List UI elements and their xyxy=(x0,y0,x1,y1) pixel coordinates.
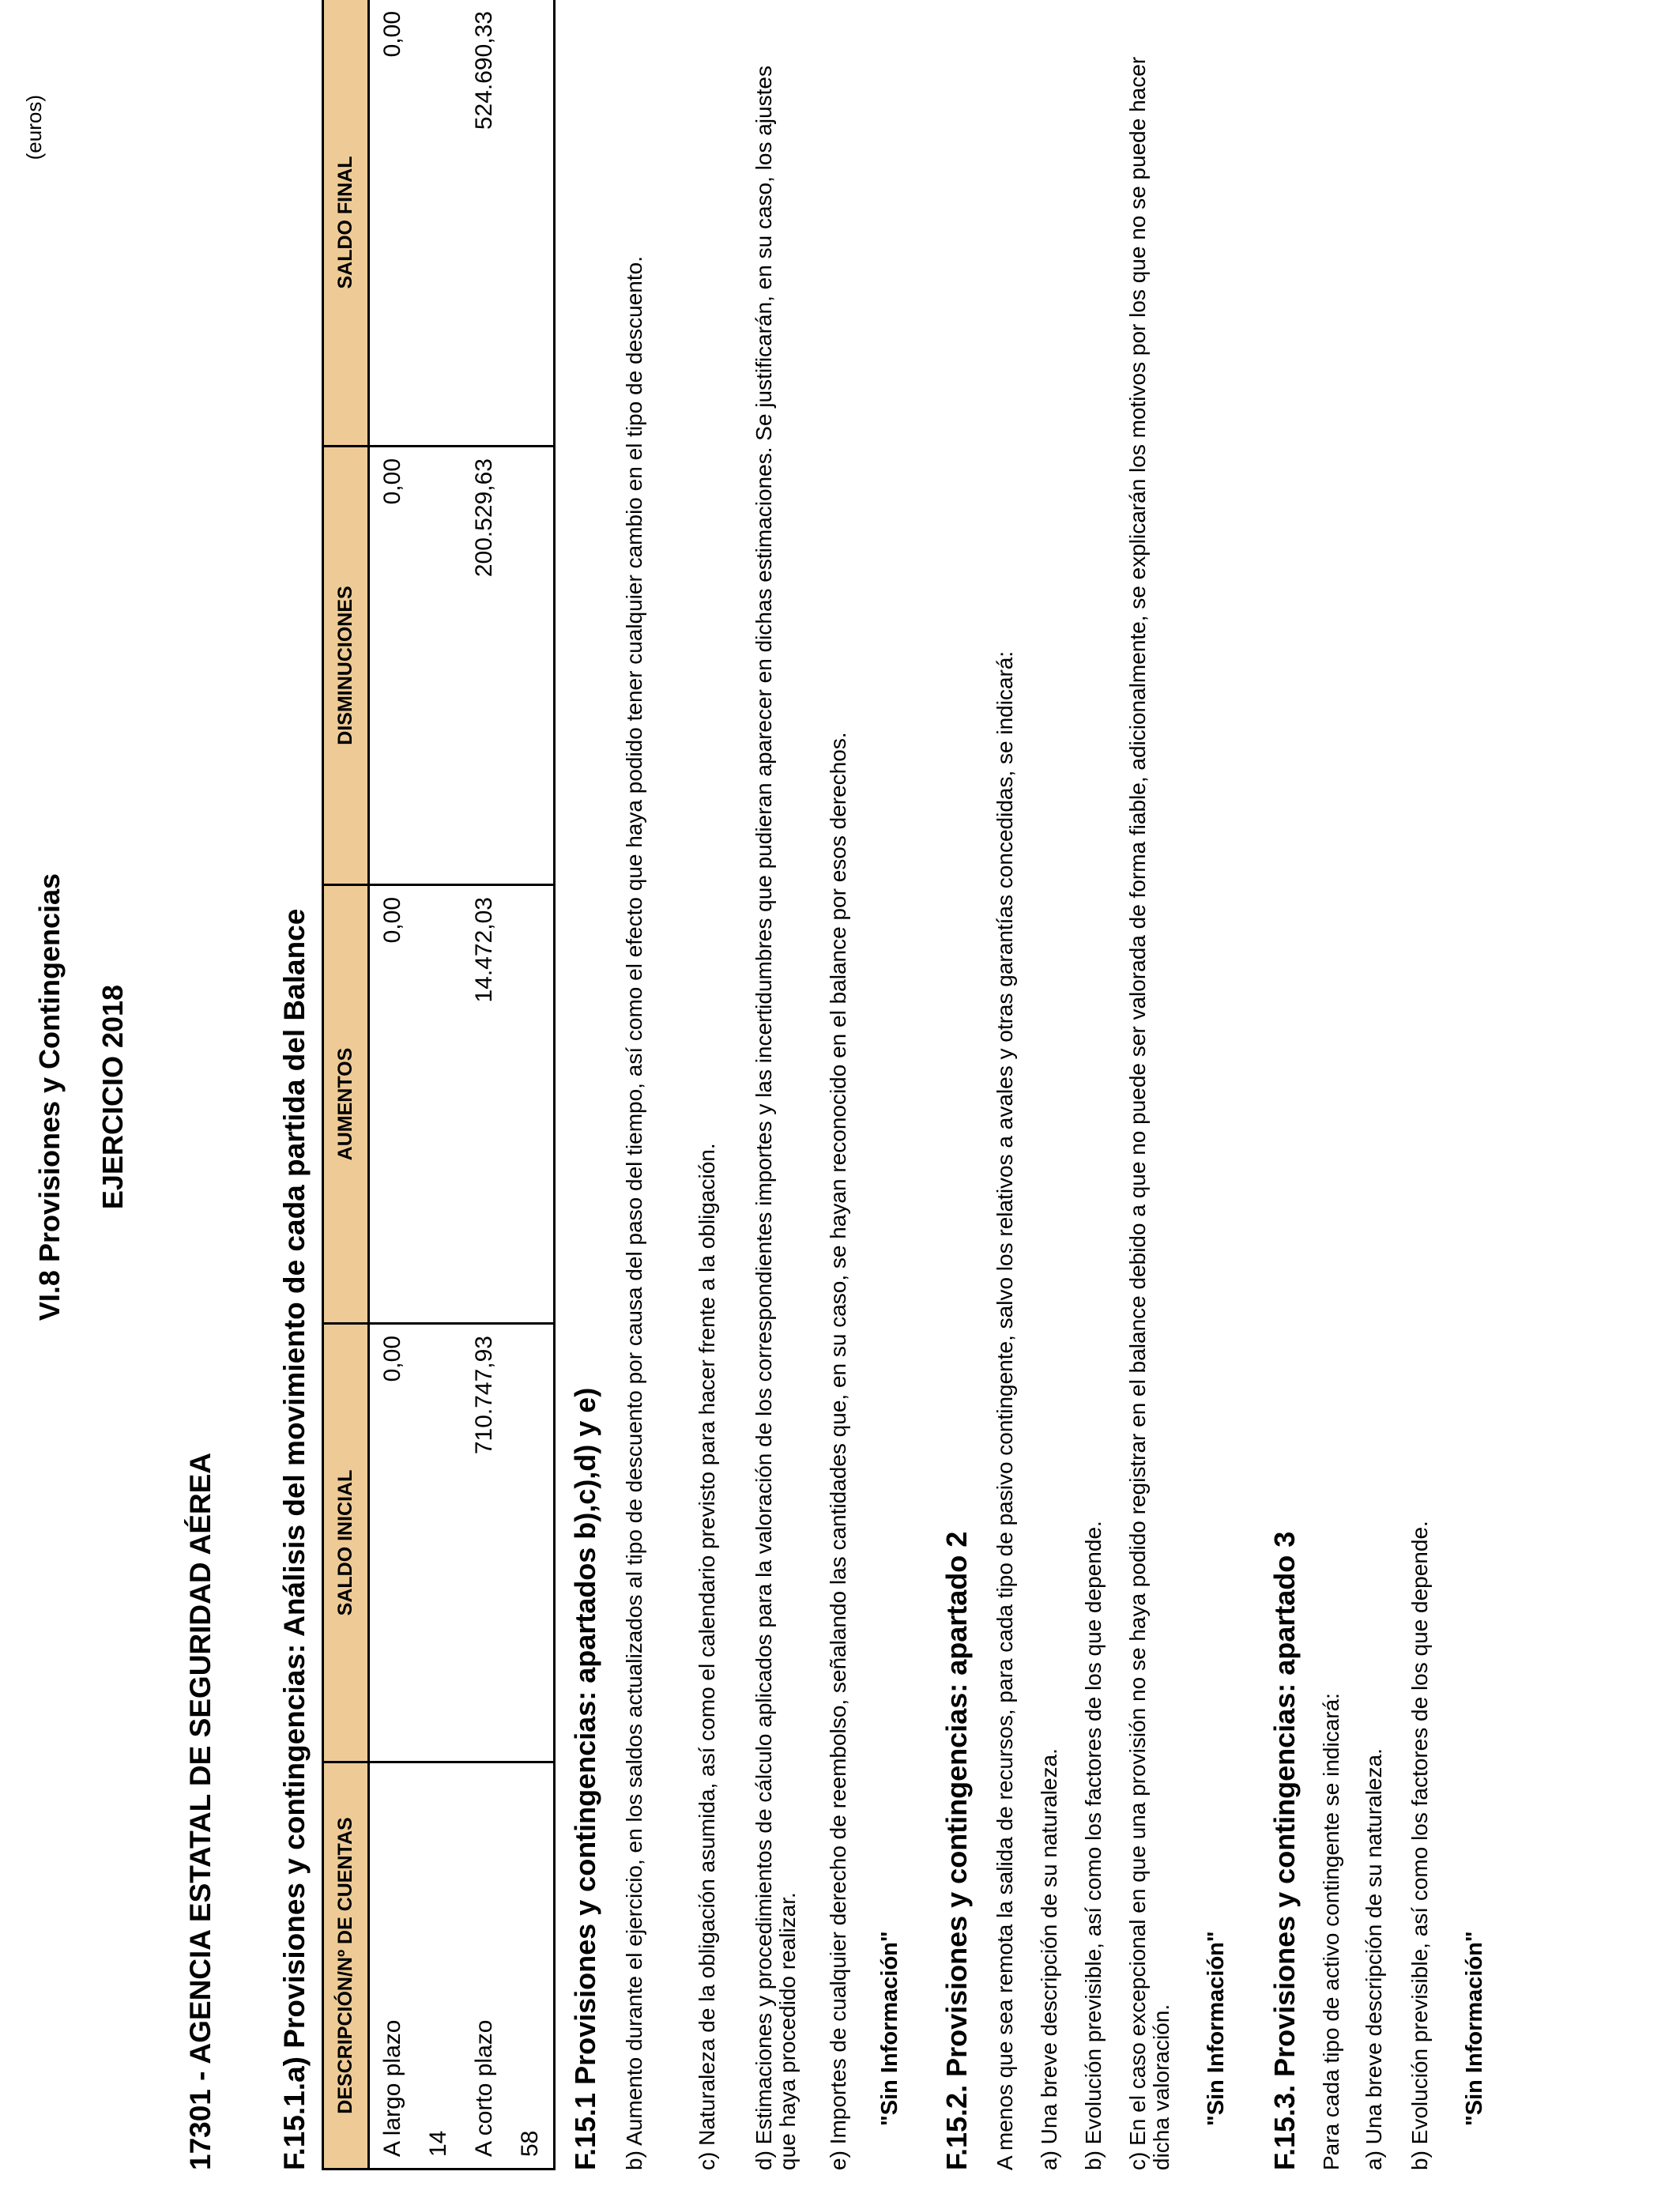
section-2-no-info: "Sin Información" xyxy=(1203,1931,1229,2126)
section-1-item-e: e) Importes de cualquier derecho de reembolso, señalando las cantidades que, en su caso, se hayan reconocido en el balance por esos derechos. xyxy=(826,732,850,2170)
table-cell: A largo plazo xyxy=(369,1762,416,2169)
section-2-item-b: b) Evolución previsible, así como los factores de los que depende. xyxy=(1081,1521,1106,2170)
table-cell: 0,00 xyxy=(369,447,416,885)
page-title: VI.8 Provisiones y Contingencias xyxy=(33,873,66,1321)
section-1-no-info: "Sin Información" xyxy=(877,1931,902,2126)
section-1-title: F.15.1 Provisiones y contingencias: apartados b),c),d) y e) xyxy=(569,1387,601,2170)
exercise-year: EJERCICIO 2018 xyxy=(96,984,129,1210)
table-cell xyxy=(416,1324,461,1762)
table-cell xyxy=(507,885,555,1324)
currency-unit: (euros) xyxy=(22,95,46,160)
section-3-item-b: b) Evolución previsible, así como los factores de los que depende. xyxy=(1407,1521,1432,2170)
table-cell xyxy=(416,885,461,1324)
table-cell: 524.690,33 xyxy=(461,0,507,447)
section-2-intro: A menos que sea remota la salida de recursos, para cada tipo de pasivo contingente, salvo los relativos a avales y otras garantías concedidas, se indicará: xyxy=(993,650,1017,2170)
table-cell: 0,00 xyxy=(369,885,416,1324)
section-1-item-b: b) Aumento durante el ejercicio, en los saldos actualizados al tipo de descuento por causa del paso del tiempo, así como el efecto que haya podido tener cualquier cambio en el tipo de descuento. xyxy=(622,256,646,2170)
table-cell xyxy=(416,447,461,885)
section-3-item-a: a) Una breve descripción de su naturaleza. xyxy=(1362,1748,1386,2170)
table-header-row xyxy=(323,0,369,2169)
table-cell xyxy=(507,1324,555,1762)
table-cell xyxy=(416,0,461,447)
section-2-item-c: c) En el caso excepcional en que una provisión no se haya podido registrar en el balance debido a que no puede ser valorada de forma fiable, adicionalmente, se explicarán los motivos por los que no se puede hacer dicha valoración. xyxy=(1125,56,1173,2170)
table-cell: 200.529,63 xyxy=(461,447,507,885)
table-cell: 58 xyxy=(507,1762,555,2169)
organization-name: 17301 - AGENCIA ESTATAL DE SEGURIDAD AÉREA xyxy=(184,1452,217,2170)
column-header: SALDO FINAL xyxy=(323,0,369,447)
table-row xyxy=(507,0,555,2169)
section-2-title: F.15.2. Provisiones y contingencias: apartado 2 xyxy=(940,1531,973,2170)
table-cell xyxy=(507,0,555,447)
table-cell: A corto plazo xyxy=(461,1762,507,2169)
table-cell xyxy=(507,447,555,885)
section-2-item-a: a) Una breve descripción de su naturaleza. xyxy=(1037,1748,1061,2170)
column-header: SALDO INICIAL xyxy=(323,1324,369,1762)
table-cell: 14.472,03 xyxy=(461,885,507,1324)
section-3-title: F.15.3. Provisiones y contingencias: apartado 3 xyxy=(1268,1531,1301,2170)
table-cell: 14 xyxy=(416,1762,461,2169)
column-header: DESCRIPCIÓN/Nº DE CUENTAS xyxy=(323,1762,369,2169)
table-cell: 0,00 xyxy=(369,1324,416,1762)
column-header: DISMINUCIONES xyxy=(323,447,369,885)
column-header: AUMENTOS xyxy=(323,885,369,1324)
table-section-title: F.15.1.a) Provisiones y contingencias: Análisis del movimiento de cada partida del Balance xyxy=(278,908,311,2170)
table-row xyxy=(461,0,507,2169)
table-row xyxy=(369,0,416,2169)
section-1-item-d: d) Estimaciones y procedimientos de cálculo aplicados para la valoración de los correspondientes importes y las incertidumbres que pudieran aparecer en dichas estimaciones. Se justificarán, en su caso, los ajustes que haya procedido realizar. xyxy=(751,66,800,2170)
section-1-item-c: c) Naturaleza de la obligación asumida, así como el calendario previsto para hacer frente a la obligación. xyxy=(695,1143,719,2170)
table-cell: 0,00 xyxy=(369,0,416,447)
provisions-table xyxy=(322,0,556,2170)
table-cell: 710.747,93 xyxy=(461,1324,507,1762)
section-3-intro: Para cada tipo de activo contingente se indicará: xyxy=(1319,1693,1343,2170)
section-3-no-info: "Sin Información" xyxy=(1462,1931,1487,2126)
table-row xyxy=(416,0,461,2169)
